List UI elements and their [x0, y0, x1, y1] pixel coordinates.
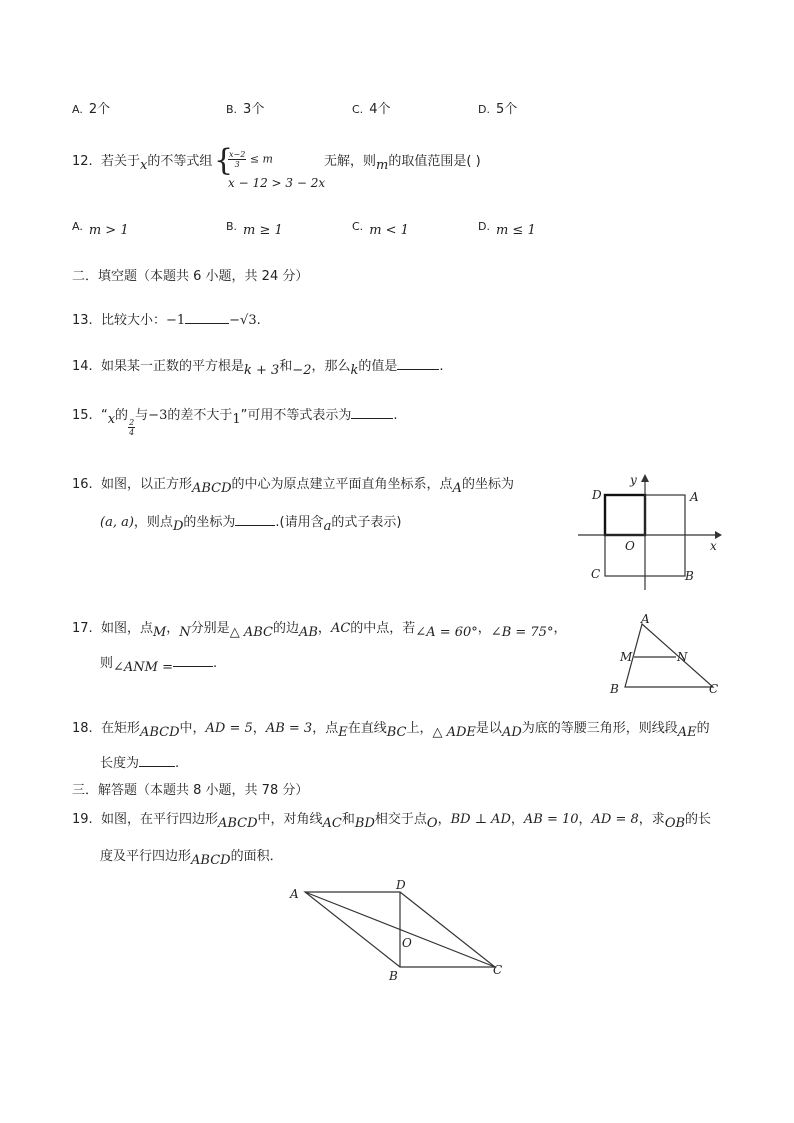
label-c: C — [591, 567, 601, 581]
q13-blank[interactable] — [185, 322, 229, 324]
q11-choice-c: C. 4个 — [352, 102, 391, 117]
label-a: A — [690, 490, 699, 504]
q16-line-1: 16. 如图，以正方形ABCD的中心为原点建立平面直角坐标系，点A的坐标为 — [72, 477, 514, 496]
label-d: D — [396, 878, 406, 892]
label-c: C — [493, 963, 503, 977]
label-d: D — [592, 488, 602, 502]
q18-blank[interactable] — [139, 765, 175, 767]
q11-choice-d: D. 5个 — [478, 102, 518, 117]
q12-choice-a: A. m > 1 — [72, 220, 129, 238]
label-x: x — [710, 539, 717, 553]
label-n: N — [677, 650, 688, 664]
label-o: O — [625, 539, 635, 553]
q15-question: 15. “x的 $\frac{2}{4}$ 与−3的差不大于1”可用不等式表示为 . — [72, 408, 398, 437]
q12-inequality-1: $\frac{x-2}{3}$ ≤ m — [229, 150, 273, 169]
x-axis-arrow-icon — [715, 531, 722, 539]
q12-question: 12. 若关于x的不等式组 — [72, 154, 213, 173]
q13-question: 13. 比较大小：−1 −√3. — [72, 313, 261, 328]
q15-blank[interactable] — [351, 417, 393, 419]
y-axis-arrow-icon — [641, 474, 649, 482]
triangle-abc — [625, 624, 713, 687]
square-quadrant — [605, 495, 645, 535]
q14-blank[interactable] — [397, 368, 439, 370]
label-m: M — [620, 650, 633, 664]
q17-blank[interactable] — [173, 665, 213, 667]
q12-question-end: 无解，则m的取值范围是( ) — [324, 154, 481, 173]
q12-choice-b: B. m ≥ 1 — [226, 220, 283, 238]
q16-blank[interactable] — [235, 524, 275, 526]
system-brace: { — [214, 143, 234, 178]
q12-choice-c: C. m < 1 — [352, 220, 409, 238]
q12-choice-d: D. m ≤ 1 — [478, 220, 536, 238]
label-b: B — [389, 969, 398, 983]
q16-line-2: (a, a)，则点D的坐标为 .(请用含a的式子表示) — [100, 515, 402, 534]
q19-figure — [285, 875, 515, 985]
q17-figure — [605, 612, 735, 697]
q17-line-2: 则∠ANM = . — [100, 656, 218, 675]
section-2-heading: 二．填空题（本题共 6 小题，共 24 分） — [72, 269, 309, 284]
q16-figure — [570, 468, 730, 593]
q14-question: 14. 如果某一正数的平方根是k + 3和−2，那么k的值是 . — [72, 359, 444, 378]
label-b: B — [610, 682, 619, 696]
q12-inequality-2: x − 12 > 3 − 2x — [228, 176, 326, 190]
q19-line-1: 19. 如图，在平行四边形ABCD中，对角线AC和BD相交于点O，BD ⊥ AD，AB = 10，AD = 8，求OB的长 — [72, 812, 712, 831]
q18-line-1: 18. 在矩形ABCD中，AD = 5，AB = 3，点E在直线BC上，△ ADE是以AD为底的等腰三角形，则线段AE的 — [72, 721, 710, 740]
label-a: A — [641, 612, 650, 626]
q11-choice-b: B. 3个 — [226, 102, 265, 117]
label-y: y — [630, 473, 637, 487]
q11-choice-a: A. 2个 — [72, 102, 111, 117]
label-c: C — [709, 682, 719, 696]
q19-line-2: 度及平行四边形ABCD的面积． — [100, 849, 283, 868]
q18-line-2: 长度为 . — [100, 756, 180, 771]
label-a: A — [290, 887, 299, 901]
label-b: B — [685, 569, 694, 583]
label-o: O — [402, 936, 412, 950]
section-3-heading: 三．解答题（本题共 8 小题，共 78 分） — [72, 783, 309, 798]
q17-line-1: 17. 如图，点M，N分别是△ ABC的边AB，AC的中点，若∠A = 60°，∠B = 75°， — [72, 621, 567, 640]
